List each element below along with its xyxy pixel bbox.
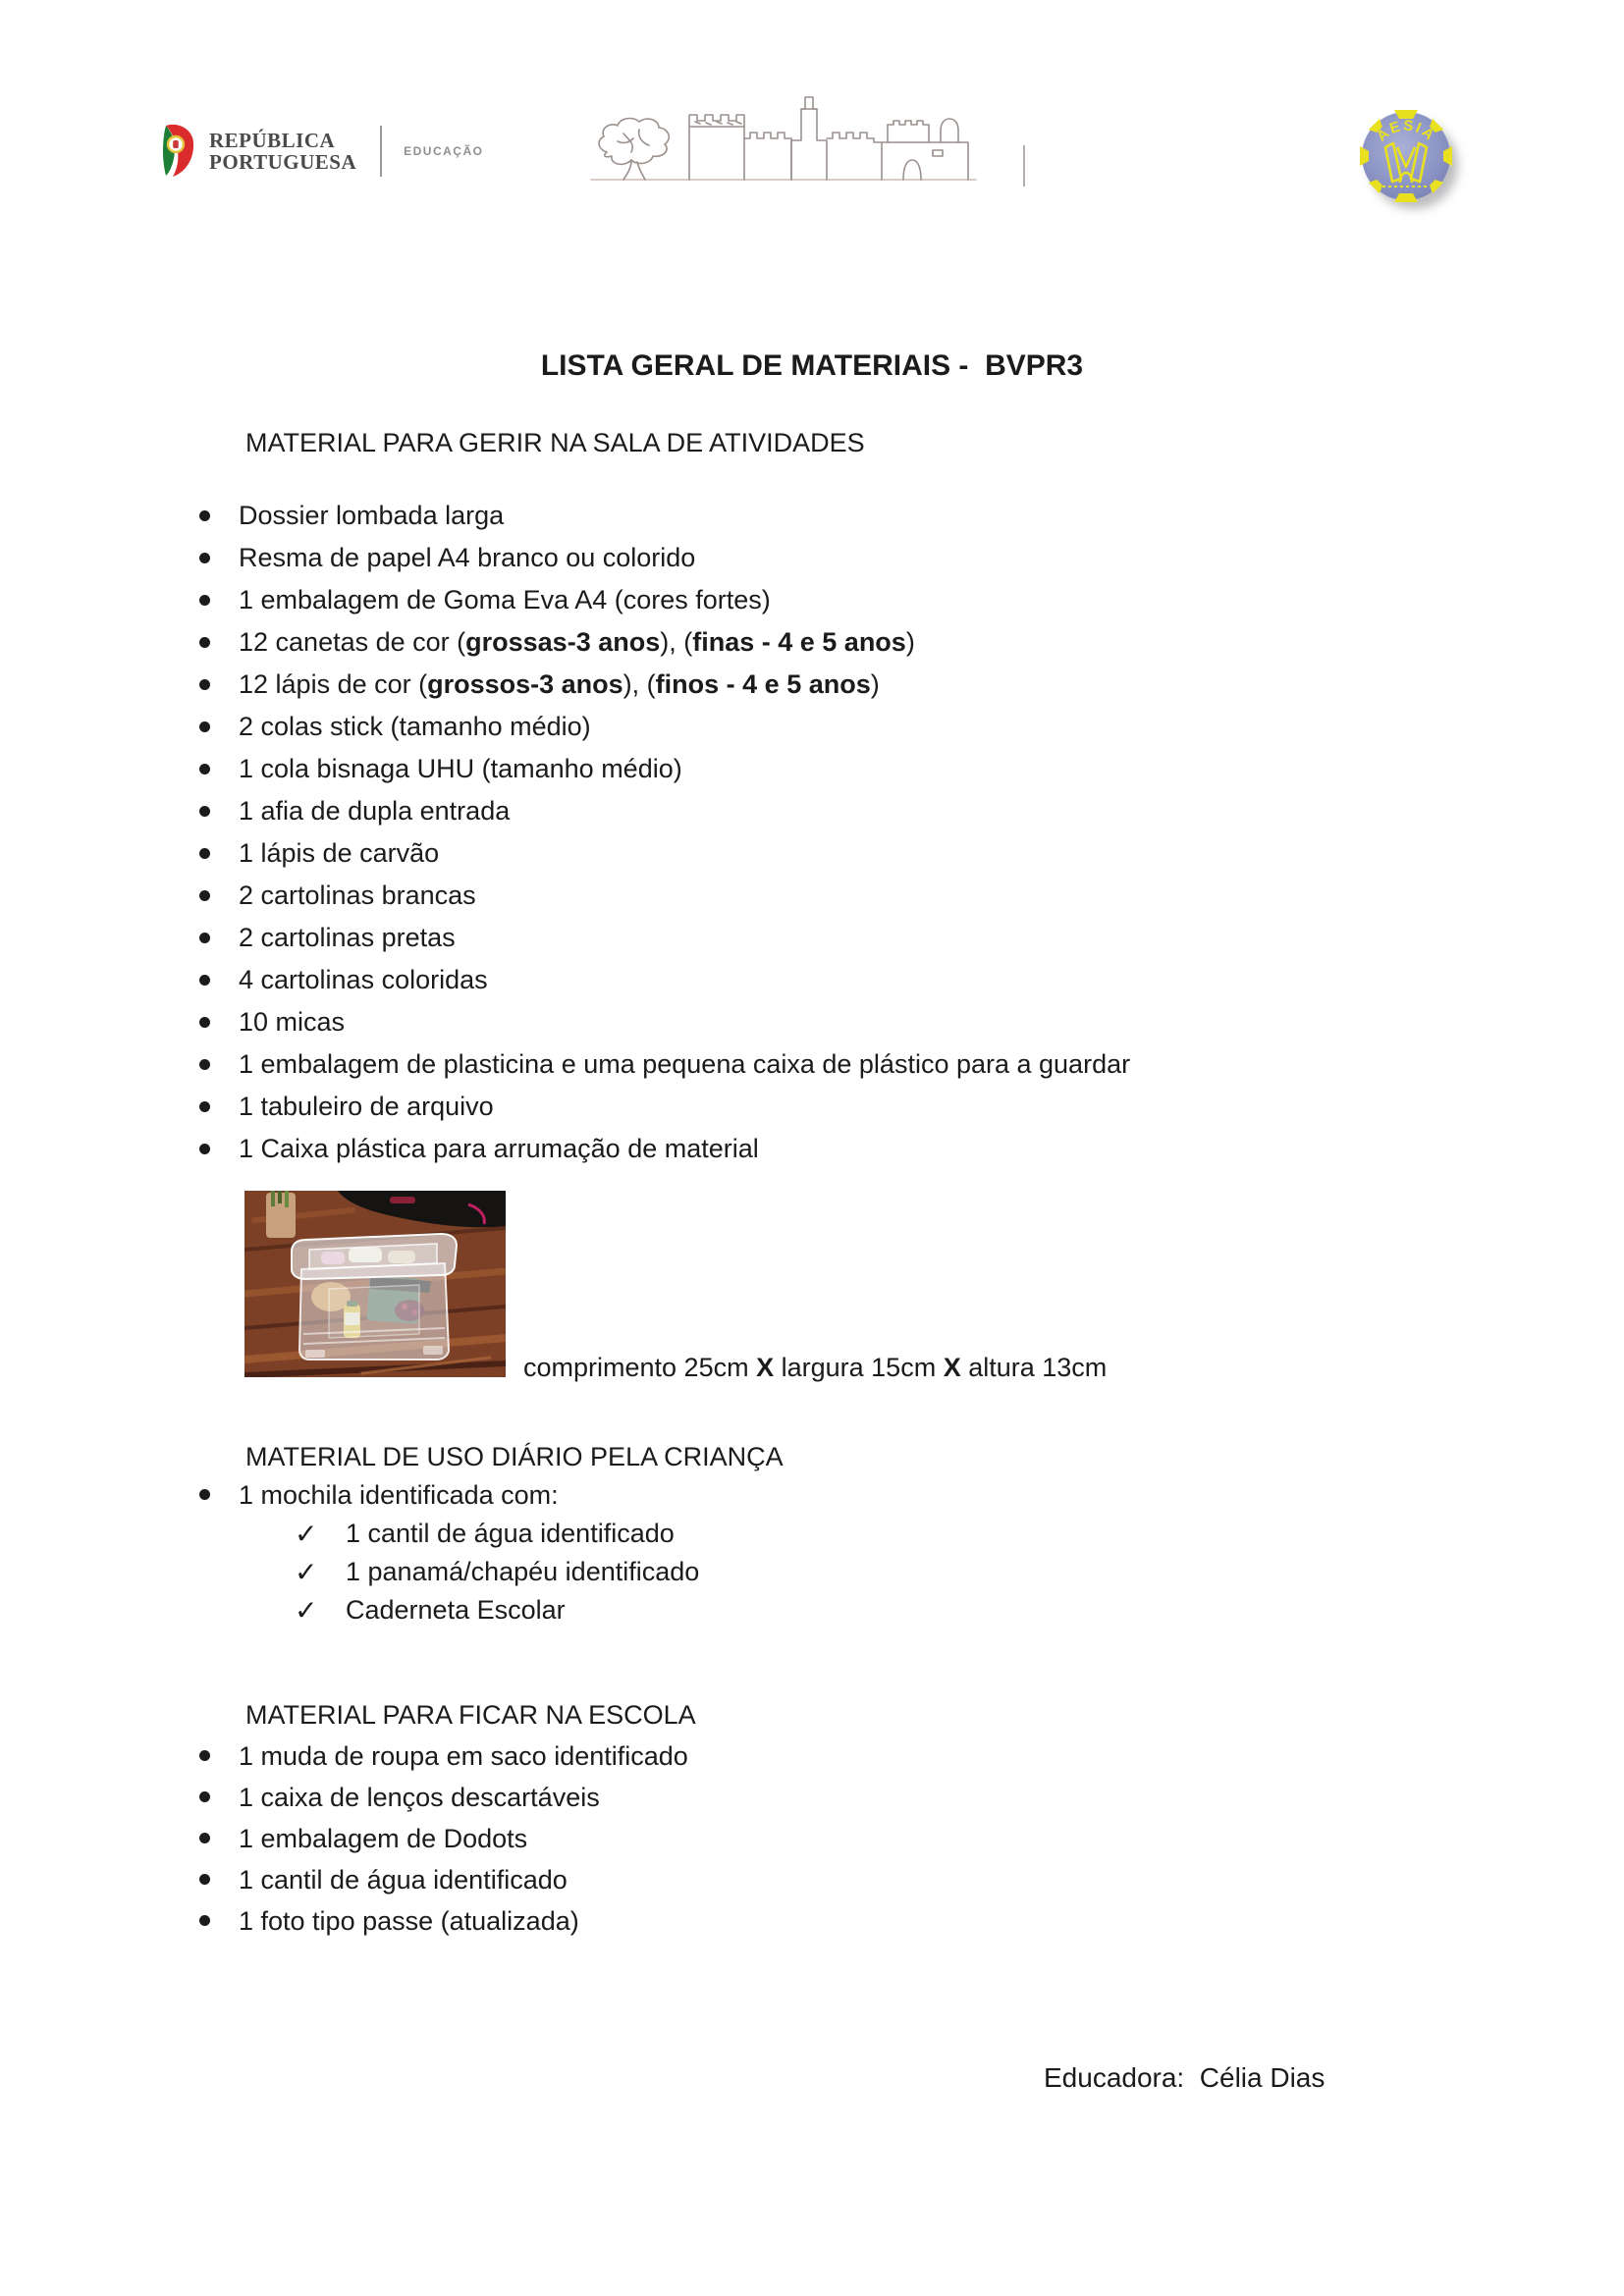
list-item-text [239,1001,345,1043]
text-segment: Resma de papel A4 branco ou colorido [239,543,696,572]
list-item-text [239,1086,494,1128]
box-dimensions-caption [523,1347,1107,1388]
list-item-text [239,621,915,664]
text-segment: 1 cantil de água identificado [346,1519,675,1548]
text-segment: 12 canetas de cor ( [239,627,466,657]
text-segment: 1 foto tipo passe (atualizada) [239,1906,579,1936]
bullet-icon [199,1101,210,1112]
bullet-icon [199,806,210,817]
plastic-box-photo [244,1191,506,1377]
aesia-badge [1353,98,1481,226]
list-item [0,1086,1624,1128]
section-heading-escola: MATERIAL PARA FICAR NA ESCOLA [245,1700,696,1730]
educator-signature: Educadora: Célia Dias [1044,2062,1326,2093]
text-segment: 1 Caixa plástica para arrumação de material [239,1134,759,1163]
list-item [0,537,1624,579]
bold-text-segment: finos - 4 e 5 anos [655,669,871,699]
bold-text-segment: X [943,1353,961,1382]
bold-text-segment: grossos-3 anos [427,669,623,699]
sala-list [0,495,1624,1170]
text-segment: 1 cola bisnaga UHU (tamanho médio) [239,754,682,783]
list-item [0,1043,1624,1086]
text-segment: 2 cartolinas pretas [239,923,456,952]
list-item [0,664,1624,706]
check-icon: ✓ [295,1595,318,1626]
bullet-icon [199,764,210,774]
list-item [0,1900,1624,1942]
list-item [0,1515,1624,1553]
education-label: EDUCAÇÃO [404,144,484,158]
text-segment: 1 afia de dupla entrada [239,796,511,826]
bullet-icon [199,975,210,986]
bullet-icon [199,721,210,732]
text-segment: 2 colas stick (tamanho médio) [239,712,591,741]
escola-list [0,1735,1624,1942]
text-segment: 1 panamá/chapéu identificado [346,1557,700,1586]
text-segment: 1 embalagem de Goma Eva A4 (cores fortes) [239,585,771,614]
bold-text-segment: grossas-3 anos [465,627,661,657]
list-item-text [239,748,682,790]
text-segment: ), ( [623,669,656,699]
list-item [0,1591,1624,1629]
list-item-text [239,537,695,579]
text-segment: 1 embalagem de plasticina e uma pequena caixa de plástico para a guardar [239,1049,1131,1079]
bullet-icon [199,553,210,563]
text-segment: 1 caixa de lenços descartáveis [239,1783,600,1812]
bullet-icon [199,890,210,901]
text-segment: 1 embalagem de Dodots [239,1824,528,1853]
bold-text-segment: X [756,1353,775,1382]
list-item-text [239,832,439,875]
text-segment: 2 cartolinas brancas [239,881,476,910]
text-segment: Caderneta Escolar [346,1595,566,1625]
list-item-text [239,1777,600,1818]
bullet-icon [199,1144,210,1154]
list-item [0,917,1624,959]
check-icon: ✓ [295,1519,318,1549]
list-item-text [239,1043,1130,1086]
bullet-icon [199,1059,210,1070]
section-heading-uso-diario: MATERIAL DE USO DIÁRIO PELA CRIANÇA [245,1442,784,1471]
gov-logo-text [209,130,356,173]
text-segment: altura 13cm [960,1353,1108,1382]
bullet-icon [199,595,210,606]
list-item-text [239,875,476,917]
text-segment: 1 muda de roupa em saco identificado [239,1741,688,1771]
bullet-icon [199,848,210,859]
bullet-icon [199,1833,210,1843]
list-item [0,706,1624,748]
list-item [0,579,1624,621]
bullet-icon [199,1791,210,1802]
list-item-text [239,706,591,748]
list-item [0,495,1624,537]
section-heading-sala: MATERIAL PARA GERIR NA SALA DE ATIVIDADES [245,428,865,457]
text-segment: ), ( [660,627,693,657]
list-item-text [239,959,488,1001]
list-item-text [239,1900,579,1942]
gov-logo-line1: REPÚBLICA [209,128,336,152]
list-item-text [239,1735,688,1777]
list-item [0,1128,1624,1170]
list-item [0,1859,1624,1900]
list-item [0,621,1624,664]
bullet-icon [199,1017,210,1028]
mochila-check-list [0,1515,1624,1629]
list-item-text [346,1515,675,1553]
list-item-text [239,790,510,832]
text-segment: ) [905,627,915,657]
logo-divider [380,126,382,177]
bullet-icon [199,1750,210,1761]
drawing-edge-line [1023,145,1025,187]
list-item [0,832,1624,875]
castle-drawing [587,91,980,186]
bullet-icon [199,679,210,690]
list-item-text [239,579,771,621]
list-item [0,1001,1624,1043]
text-segment: 1 cantil de água identificado [239,1865,568,1895]
text-segment: 1 tabuleiro de arquivo [239,1092,494,1121]
list-item-text [239,495,504,537]
gov-logo-line2: PORTUGUESA [209,150,357,174]
text-segment: comprimento 25cm [523,1353,757,1382]
text-segment: Dossier lombada larga [239,501,505,530]
list-item-text [239,1128,759,1170]
list-item [0,790,1624,832]
portugal-flag-icon [162,124,197,179]
text-segment: 1 mochila identificada com: [239,1480,559,1510]
list-item-text [239,664,880,706]
text-segment: 10 micas [239,1007,346,1037]
bullet-icon [199,933,210,943]
list-item-text [239,1474,559,1516]
bullet-icon [199,637,210,648]
list-item [0,1818,1624,1859]
list-item [0,1553,1624,1591]
list-item-text [239,1818,527,1859]
list-item-text [239,1859,568,1900]
list-item [0,959,1624,1001]
text-segment: 4 cartolinas coloridas [239,965,488,994]
page-title: LISTA GERAL DE MATERIAIS - BVPR3 [540,349,1084,382]
list-item [0,748,1624,790]
list-item-text [239,917,456,959]
bullet-icon [199,1489,210,1500]
list-item [0,875,1624,917]
badge-label: AESIA [1373,117,1439,145]
republica-portuguesa-logo [162,124,483,179]
bullet-icon [199,510,210,521]
list-item [0,1777,1624,1818]
list-item-text [346,1591,566,1629]
list-item [0,1474,1624,1516]
bullet-icon [199,1915,210,1926]
text-segment: 12 lápis de cor ( [239,669,428,699]
mochila-list [0,1474,1624,1516]
list-item [0,1735,1624,1777]
list-item-text [346,1553,699,1591]
bold-text-segment: finas - 4 e 5 anos [692,627,906,657]
text-segment: 1 lápis de carvão [239,838,440,868]
text-segment: ) [870,669,880,699]
check-icon: ✓ [295,1557,318,1587]
text-segment: largura 15cm [774,1353,944,1382]
bullet-icon [199,1874,210,1885]
